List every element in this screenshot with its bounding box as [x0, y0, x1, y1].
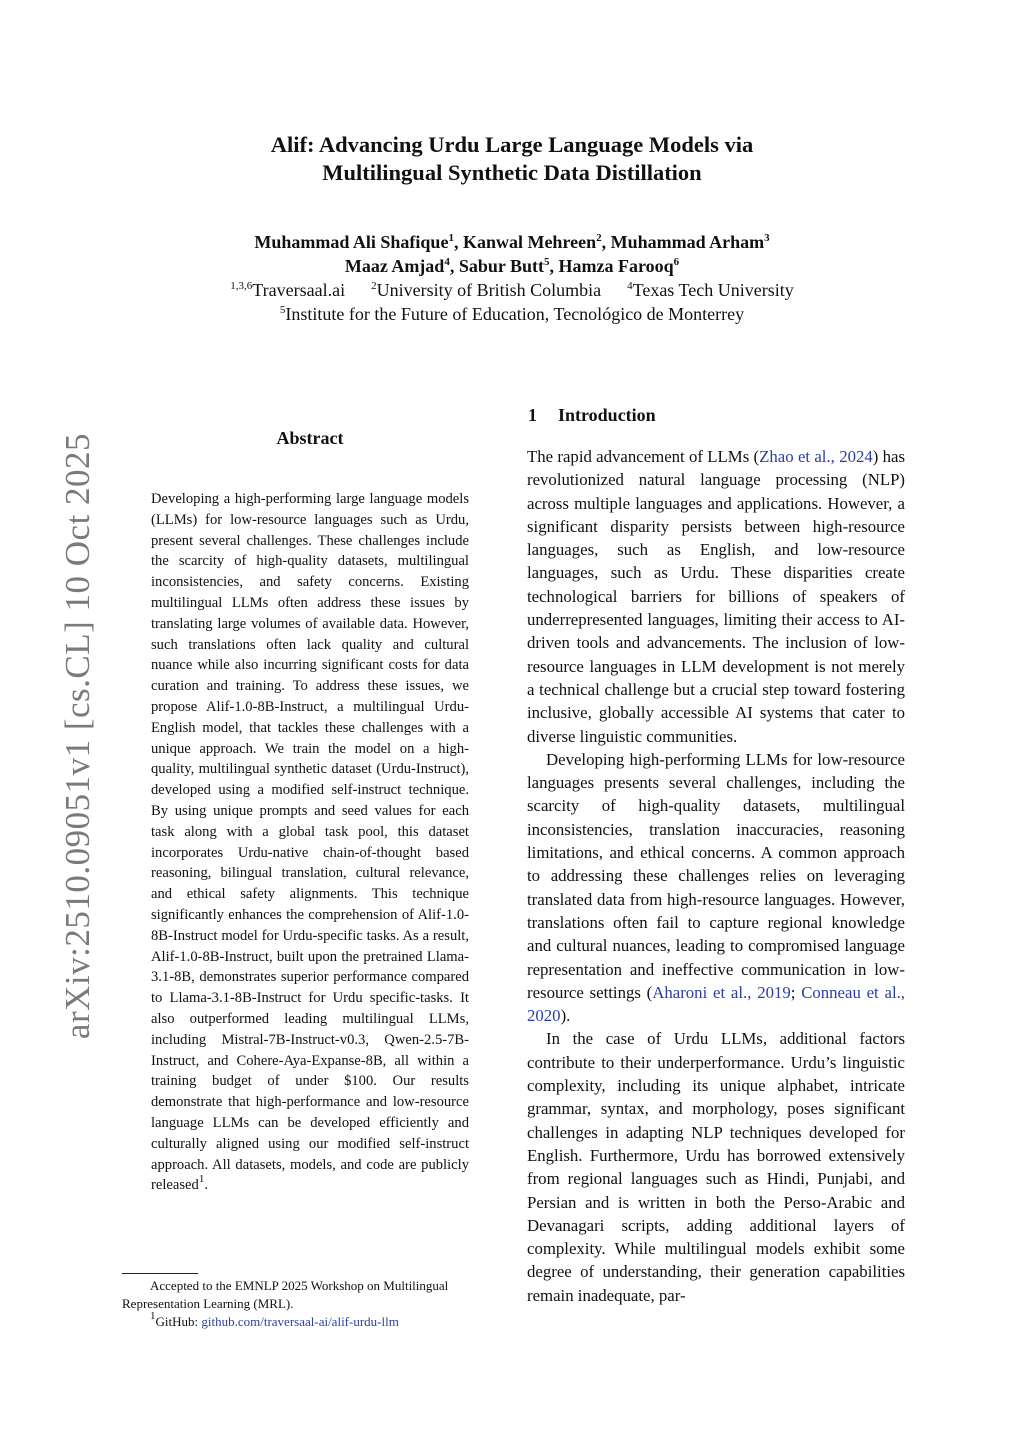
paragraph-text: ) has revolutionized natural language processing (NLP) across multiple languages and applications. However, a significant disparity persists between high-resource languages, such as English, and low-resource languages, such as Urdu. These disparities create technological barriers for billions of speakers of underrepresented languages, limiting their access to AI-driven tools and advancements. The inclusion of low-resource languages in LLM development is not merely a technical challenge but a crucial step toward fostering inclusive, globally accessible AI systems that cater to diverse linguistic communities. [527, 447, 906, 746]
paragraph-text: Developing high-performing LLMs for low-resource languages presents several challenges, including the scarcity of high-quality datasets, multilingual inconsistencies, translation inaccuracies, reasoning limitations, and ethical concerns. A common approach to addressing these challenges relies on leveraging translated data from high-resource languages. However, translations often fail to capture regional knowledge and cultural nuances, leading to compromised language representation and ineffective communication in low-resource settings ( [527, 749, 905, 1002]
author-line-1: Muhammad Ali Shafique$^1$, Kanwal Mehreen$^2$, Muhammad Arham$^3$ [254, 232, 770, 252]
citation-year: 2024 [839, 447, 873, 466]
author-name: Sabur Butt [458, 256, 545, 276]
introduction-body [527, 445, 905, 1307]
footnote-mark[interactable]: 1 [198, 1173, 205, 1186]
intro-paragraph-1 [527, 445, 905, 748]
arxiv-identifier-stamp: arXiv:2510.09051v1 [cs.CL] 10 Oct 2025 [58, 432, 97, 1040]
paper-title [0, 131, 1024, 187]
footnote-github-label: GitHub: [155, 1314, 202, 1329]
footnote-rule [122, 1273, 198, 1274]
footnote-github [122, 1310, 502, 1331]
affiliation-name: Texas Tech University [632, 280, 794, 300]
citation-aharoni[interactable] [652, 983, 791, 1002]
section-heading-introduction [528, 405, 656, 426]
citation-authors: Conneau et al., [801, 982, 905, 1002]
section-number: 1 [528, 405, 537, 425]
author-affiliation-mark: 5 [544, 256, 550, 268]
author-list [0, 230, 1024, 278]
citation-authors: Zhao et al., [759, 447, 835, 466]
citation-year: 2019 [757, 982, 791, 1002]
footnote-number: 1 [150, 1310, 156, 1322]
abstract-heading: Abstract [276, 428, 344, 448]
footnote-venue: Accepted to the EMNLP 2025 Workshop on Multilingual Representation Learning (MRL). [122, 1278, 449, 1311]
author-affiliation-mark: 1 [448, 232, 454, 244]
affiliation-mark: 4 [627, 280, 633, 292]
citation-zhao[interactable] [759, 447, 873, 466]
github-link[interactable]: github.com/traversaal-ai/alif-urdu-llm [201, 1314, 399, 1329]
author-name: Muhammad Arham [610, 232, 765, 252]
affiliation-mark: 2 [371, 280, 377, 292]
author-line-2: Maaz Amjad$^4$, Sabur Butt$^5$, Hamza Farooq$^6$ [344, 256, 680, 276]
citation-separator: ; [790, 982, 802, 1002]
citation-authors: Aharoni et al., [652, 982, 752, 1002]
paragraph-text: The rapid advancement of LLMs ( [527, 447, 760, 466]
affiliation-list [0, 278, 1024, 326]
author-name: Hamza Farooq [558, 256, 674, 276]
affiliation-name: University of British Columbia [376, 280, 602, 300]
abstract-text: Developing a high-performing large language models (LLMs) for low-resource languages such as Urdu, present several challenges. These challenges include the scarcity of high-quality datasets, multilingual inconsistencies, and safety concerns. Existing multilingual LLMs often address these issues by translating large volumes of available data. However, such translations often lack quality and cultural nuance while also incurring significant costs for data curation and training. To address these issues, we propose Alif-1.0-8B-Instruct, a multilingual Urdu-English model, that tackles these challenges with a unique approach. We train the model on a high-quality, multilingual synthetic dataset (Urdu-Instruct), developed using a modified self-instruct technique. By using unique prompts and seed values for each task along with a global task pool, this dataset incorporates Urdu-native chain-of-thought based reasoning, bilingual translation, cultural relevance, and ethical safety alignments. This technique significantly enhances the comprehension of Alif-1.0-8B-Instruct model for Urdu-specific tasks. As a result, Alif-1.0-8B-Instruct, built upon the pretrained Llama-3.1-8B, demonstrates superior performance compared to Llama-3.1-8B-Instruct for Urdu specific-tasks. It also outperformed leading multilingual LLMs, including Mistral-7B-Instruct-v0.3, Qwen-2.5-7B-Instruct, and Cohere-Aya-Expanse-8B, all within a training budget of under $100. Our results demonstrate that high-performance and low-resource language LLMs can be developed efficiently and culturally aligned using our modified self-instruct approach. All datasets, models, and code are publicly released [151, 491, 469, 1194]
author-name: Muhammad Ali Shafique [254, 232, 449, 252]
affiliation-name: Institute for the Future of Education, Tecnológico de Monterrey [285, 304, 745, 324]
affiliation-mark: 5 [279, 304, 286, 316]
author-name: Maaz Amjad [344, 256, 445, 276]
author-name: Kanwal Mehreen [462, 232, 597, 252]
title-line-1: Alif: Advancing Urdu Large Language Models via [270, 132, 754, 157]
affiliation-mark: 1,3,6 [230, 280, 253, 292]
author-affiliation-mark: 3 [764, 232, 770, 244]
citation-year: 2020 [527, 1006, 561, 1026]
title-line-2: Multilingual Synthetic Data Distillation [322, 160, 702, 185]
author-affiliation-mark: 6 [673, 256, 680, 268]
affiliation-line-1 [0, 278, 1024, 302]
section-title: Introduction [558, 405, 656, 425]
footnotes [122, 1277, 502, 1331]
intro-paragraph-2 [527, 748, 905, 1028]
paragraph-text: ). [560, 1006, 571, 1026]
abstract-body: Developing a high-performing large language models (LLMs) for low-resource languages such as Urdu, present several challenges. These challenges include the scarcity of high-quality datasets, multilingual inconsistencies, and safety concerns. Existing multilingual LLMs often address these issues by translating large volumes of available data. However, such translations often lack quality and cultural nuance while also incurring significant costs for data curation and training. To address these issues, we propose Alif-1.0-8B-Instruct, a multilingual Urdu-English model, that tackles these challenges with a unique approach. We train the model on a high-quality, multilingual synthetic dataset (Urdu-Instruct), developed using a modified self-instruct technique. By using unique prompts and seed values for each task along with a global task pool, this dataset incorporates Urdu-native chain-of-thought based reasoning, bilingual translation, cultural relevance, and ethical safety alignments. This technique significantly enhances the comprehension of Alif-1.0-8B-Instruct model for Urdu-specific tasks. As a result, Alif-1.0-8B-Instruct, built upon the pretrained Llama-3.1-8B, demonstrates superior performance compared to Llama-3.1-8B-Instruct for Urdu specific-tasks. It also outperformed leading multilingual LLMs, including Mistral-7B-Instruct-v0.3, Qwen-2.5-7B-Instruct, and Cohere-Aya-Expanse-8B, all within a training budget of under $100. Our results demonstrate that high-performance and low-resource language LLMs can be developed efficiently and culturally aligned using our modified self-instruct approach. All datasets, models, and code are publicly released$^1$. [151, 491, 469, 1194]
affiliation-line-2 [0, 302, 1024, 326]
author-affiliation-mark: 2 [596, 232, 602, 244]
author-affiliation-mark: 4 [444, 256, 450, 268]
affiliation-name: Traversaal.ai [252, 280, 346, 300]
intro-paragraph-3: In the case of Urdu LLMs, additional factors contribute to their underperformance. Urdu’s linguistic complexity, including its unique alphabet, intricate grammar, syntax, and morphology, poses significant challenges in adapting NLP techniques developed for English. Furthermore, Urdu has borrowed extensively from regional languages such as Hindi, Punjabi, and Persian and is written in both the Perso-Arabic and Devanagari scripts, adding additional layers of complexity. While multilingual models exhibit some degree of understanding, their generation capabilities remain inadequate, par- [527, 1029, 905, 1305]
